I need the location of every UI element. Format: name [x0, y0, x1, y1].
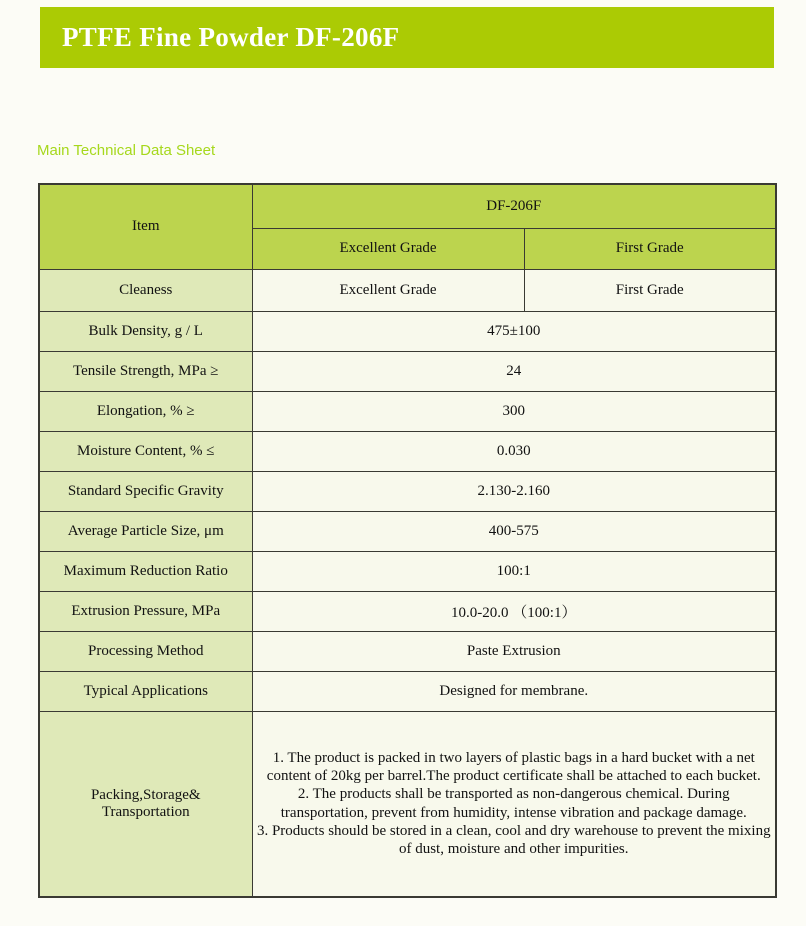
title-banner — [40, 7, 774, 68]
row-label: Tensile Strength, MPa ≥ — [39, 351, 252, 391]
packing-notes-cell — [252, 711, 776, 897]
row-label: Standard Specific Gravity — [39, 471, 252, 511]
packing-note-2: 2. The products shall be transported as non-dangerous chemical. During transportation, prevent from humidity, intense vibration and package damage. — [280, 786, 747, 821]
row-label: Typical Applications — [39, 671, 252, 711]
row-value: 400-575 — [252, 511, 776, 551]
row-value: 0.030 — [252, 431, 776, 471]
row-label: Processing Method — [39, 631, 252, 671]
row-value: 100:1 — [252, 551, 776, 591]
row-value: Paste Extrusion — [252, 631, 776, 671]
table-row-cleaness — [39, 269, 776, 311]
row-label: Moisture Content, % ≤ — [39, 431, 252, 471]
packing-label-line2: Transportation — [101, 803, 190, 820]
table-row-reduction-ratio — [39, 551, 776, 591]
row-label: Extrusion Pressure, MPa — [39, 591, 252, 631]
row-label: Bulk Density, g / L — [39, 311, 252, 351]
packing-note-3: 3. Products should be stored in a clean, cool and dry warehouse to prevent the mixing of dust, moisture and other impurities. — [256, 823, 771, 858]
row-label: Elongation, % ≥ — [39, 391, 252, 431]
row-label — [39, 711, 252, 897]
row-label: Cleaness — [39, 269, 252, 311]
packing-note-1: 1. The product is packed in two layers of plastic bags in a hard bucket with a net content of 20kg per barrel.The product certificate shall be attached to each bucket. — [266, 749, 761, 785]
table-row-header-product — [39, 184, 776, 228]
row-value: Designed for membrane. — [252, 671, 776, 711]
packing-label-line1: Packing,Storage& — [90, 786, 201, 803]
row-value-first: First Grade — [524, 269, 776, 311]
row-value-excellent: Excellent Grade — [252, 269, 524, 311]
table-row-tensile-strength — [39, 351, 776, 391]
section-heading: Main Technical Data Sheet — [37, 142, 216, 159]
row-value: 10.0-20.0 （100:1） — [252, 591, 776, 631]
table-row-typical-applications — [39, 671, 776, 711]
table-row-processing-method — [39, 631, 776, 671]
table-row-specific-gravity — [39, 471, 776, 511]
row-label: Maximum Reduction Ratio — [39, 551, 252, 591]
table-row-packing-storage — [39, 711, 776, 897]
row-label: Average Particle Size, μm — [39, 511, 252, 551]
technical-data-table — [38, 183, 777, 898]
table-row-extrusion-pressure — [39, 591, 776, 631]
grade-header-excellent: Excellent Grade — [252, 228, 524, 269]
item-header-cell: Item — [39, 184, 252, 269]
grade-header-first: First Grade — [524, 228, 776, 269]
product-header-cell: DF-206F — [252, 184, 776, 228]
table-row-elongation — [39, 391, 776, 431]
row-value: 24 — [252, 351, 776, 391]
row-value: 2.130-2.160 — [252, 471, 776, 511]
table-row-bulk-density — [39, 311, 776, 351]
table-row-particle-size — [39, 511, 776, 551]
row-value: 475±100 — [252, 311, 776, 351]
table-row-moisture-content — [39, 431, 776, 471]
row-value: 300 — [252, 391, 776, 431]
page-title: PTFE Fine Powder DF-206F — [62, 22, 400, 52]
